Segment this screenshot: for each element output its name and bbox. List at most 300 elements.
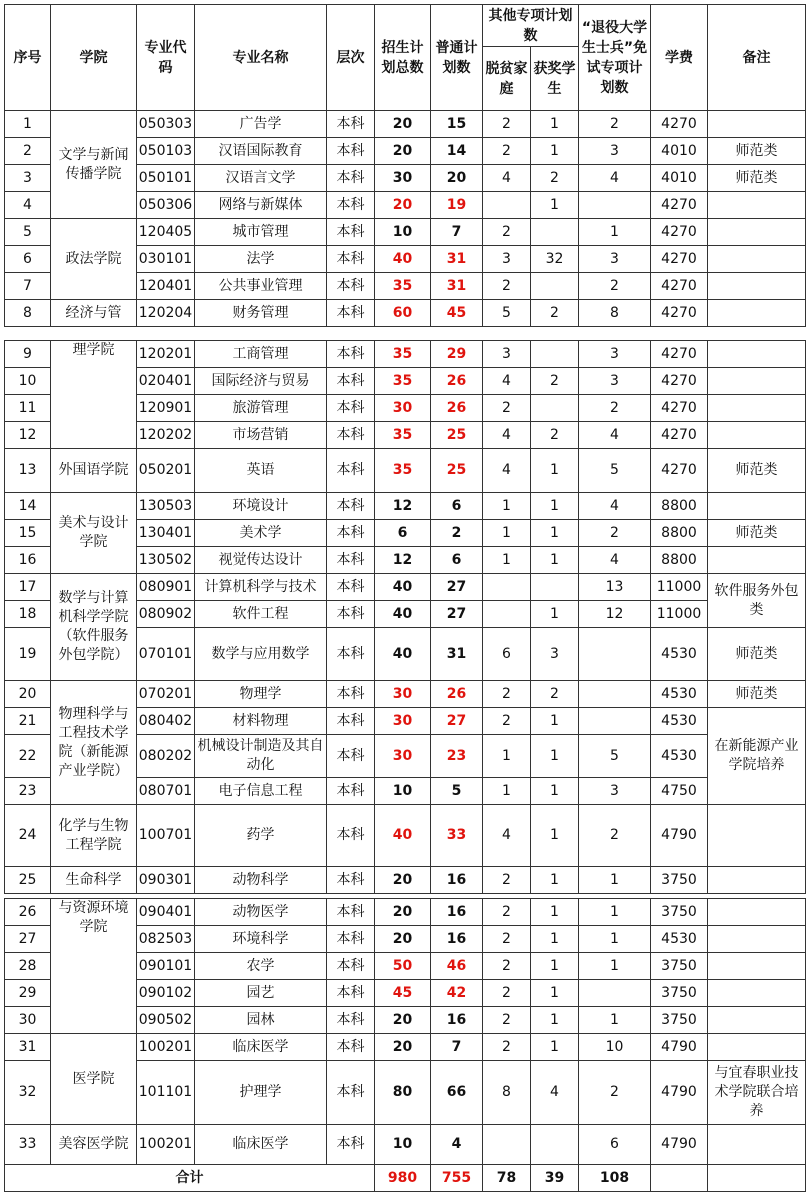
total-plan-cell: 35 (375, 273, 431, 300)
seq-cell: 2 (5, 138, 51, 165)
seq-cell: 4 (5, 192, 51, 219)
major-code-cell: 050101 (137, 165, 195, 192)
total-plan-cell: 10 (375, 778, 431, 805)
remark-cell (708, 805, 806, 867)
tuition-fee-cell: 4270 (651, 300, 708, 327)
header-remark: 备注 (708, 5, 806, 111)
total-plan-cell: 30 (375, 708, 431, 735)
totals-award-cell: 39 (531, 1165, 579, 1192)
remark-cell (708, 1125, 806, 1165)
college-cell: 与资源环境学院 (51, 899, 137, 1034)
major-code-cell: 050103 (137, 138, 195, 165)
poor-family-cell: 3 (483, 246, 531, 273)
veteran-plan-cell: 1 (579, 953, 651, 980)
seq-cell: 16 (5, 547, 51, 574)
tuition-fee-cell: 3750 (651, 867, 708, 894)
total-plan-cell: 20 (375, 1007, 431, 1034)
table-row (5, 805, 806, 867)
normal-plan-cell: 4 (431, 1125, 483, 1165)
major-code-cell: 100201 (137, 1125, 195, 1165)
college-cell: 美容医学院 (51, 1125, 137, 1165)
poor-family-cell: 2 (483, 1007, 531, 1034)
normal-plan-cell: 23 (431, 735, 483, 778)
tuition-fee-cell: 4530 (651, 708, 708, 735)
remark-cell: 师范类 (708, 449, 806, 493)
major-code-cell: 082503 (137, 926, 195, 953)
award-student-cell: 1 (531, 547, 579, 574)
college-cell: 经济与管 (51, 300, 137, 327)
award-student-cell: 1 (531, 449, 579, 493)
total-plan-cell: 20 (375, 192, 431, 219)
tuition-fee-cell: 4790 (651, 1061, 708, 1125)
remark-cell (708, 422, 806, 449)
major-name-cell: 材料物理 (195, 708, 327, 735)
remark-cell: 师范类 (708, 520, 806, 547)
award-student-cell: 1 (531, 111, 579, 138)
level-cell: 本科 (327, 547, 375, 574)
major-name-cell: 护理学 (195, 1061, 327, 1125)
major-code-cell: 090101 (137, 953, 195, 980)
remark-cell: 在新能源产业学院培养 (708, 708, 806, 805)
award-student-cell: 1 (531, 1034, 579, 1061)
total-plan-cell: 20 (375, 867, 431, 894)
header-special-group: 其他专项计划数 (483, 5, 579, 47)
remark-cell (708, 368, 806, 395)
tuition-fee-cell: 4530 (651, 681, 708, 708)
veteran-plan-cell (579, 192, 651, 219)
level-cell: 本科 (327, 300, 375, 327)
veteran-plan-cell: 8 (579, 300, 651, 327)
award-student-cell: 1 (531, 192, 579, 219)
tuition-fee-cell: 8800 (651, 493, 708, 520)
total-plan-cell: 50 (375, 953, 431, 980)
tuition-fee-cell: 8800 (651, 547, 708, 574)
tuition-fee-cell: 4010 (651, 138, 708, 165)
table-row (5, 867, 806, 894)
seq-cell: 10 (5, 368, 51, 395)
seq-cell: 28 (5, 953, 51, 980)
level-cell: 本科 (327, 165, 375, 192)
veteran-plan-cell: 6 (579, 1125, 651, 1165)
college-cell: 美术与设计学院 (51, 493, 137, 574)
major-code-cell: 080701 (137, 778, 195, 805)
major-name-cell: 视觉传达设计 (195, 547, 327, 574)
table-row (5, 681, 806, 708)
seq-cell: 17 (5, 574, 51, 601)
major-name-cell: 环境科学 (195, 926, 327, 953)
normal-plan-cell: 66 (431, 1061, 483, 1125)
seq-cell: 30 (5, 1007, 51, 1034)
award-student-cell: 1 (531, 953, 579, 980)
college-cell: 生命科学 (51, 867, 137, 894)
tuition-fee-cell: 4270 (651, 449, 708, 493)
major-name-cell: 国际经济与贸易 (195, 368, 327, 395)
normal-plan-cell: 25 (431, 449, 483, 493)
remark-cell (708, 926, 806, 953)
veteran-plan-cell: 1 (579, 926, 651, 953)
tuition-fee-cell: 4270 (651, 341, 708, 368)
normal-plan-cell: 27 (431, 601, 483, 628)
major-code-cell: 100701 (137, 805, 195, 867)
normal-plan-cell: 19 (431, 192, 483, 219)
tuition-fee-cell: 4270 (651, 111, 708, 138)
total-plan-cell: 35 (375, 341, 431, 368)
major-name-cell: 工商管理 (195, 341, 327, 368)
normal-plan-cell: 31 (431, 273, 483, 300)
award-student-cell: 1 (531, 138, 579, 165)
veteran-plan-cell: 5 (579, 735, 651, 778)
normal-plan-cell: 16 (431, 899, 483, 926)
poor-family-cell: 2 (483, 867, 531, 894)
major-code-cell: 050303 (137, 111, 195, 138)
poor-family-cell: 2 (483, 1034, 531, 1061)
remark-cell (708, 867, 806, 894)
seq-cell: 5 (5, 219, 51, 246)
major-name-cell: 软件工程 (195, 601, 327, 628)
normal-plan-cell: 6 (431, 547, 483, 574)
header-seq: 序号 (5, 5, 51, 111)
total-plan-cell: 30 (375, 395, 431, 422)
enrollment-table-part-1 (4, 4, 806, 327)
table-row (5, 1125, 806, 1165)
award-student-cell (531, 341, 579, 368)
major-name-cell: 英语 (195, 449, 327, 493)
major-name-cell: 网络与新媒体 (195, 192, 327, 219)
award-student-cell: 2 (531, 165, 579, 192)
normal-plan-cell: 26 (431, 395, 483, 422)
totals-fee-cell (651, 1165, 708, 1192)
total-plan-cell: 20 (375, 926, 431, 953)
level-cell: 本科 (327, 628, 375, 681)
normal-plan-cell: 42 (431, 980, 483, 1007)
major-code-cell: 120901 (137, 395, 195, 422)
award-student-cell: 1 (531, 520, 579, 547)
normal-plan-cell: 7 (431, 1034, 483, 1061)
seq-cell: 8 (5, 300, 51, 327)
remark-cell (708, 1034, 806, 1061)
tuition-fee-cell: 4790 (651, 805, 708, 867)
award-student-cell (531, 273, 579, 300)
normal-plan-cell: 16 (431, 926, 483, 953)
tuition-fee-cell: 4790 (651, 1125, 708, 1165)
level-cell: 本科 (327, 1125, 375, 1165)
college-cell: 化学与生物工程学院 (51, 805, 137, 867)
level-cell: 本科 (327, 273, 375, 300)
poor-family-cell: 2 (483, 899, 531, 926)
major-code-cell: 130502 (137, 547, 195, 574)
total-plan-cell: 30 (375, 681, 431, 708)
seq-cell: 6 (5, 246, 51, 273)
total-plan-cell: 40 (375, 246, 431, 273)
major-name-cell: 汉语国际教育 (195, 138, 327, 165)
veteran-plan-cell: 1 (579, 867, 651, 894)
seq-cell: 18 (5, 601, 51, 628)
veteran-plan-cell: 13 (579, 574, 651, 601)
tuition-fee-cell: 4270 (651, 219, 708, 246)
table-row (5, 1034, 806, 1061)
tuition-fee-cell: 8800 (651, 520, 708, 547)
major-code-cell: 120401 (137, 273, 195, 300)
major-code-cell: 120204 (137, 300, 195, 327)
totals-remark-cell (708, 1165, 806, 1192)
table-row (5, 219, 806, 246)
tuition-fee-cell: 4750 (651, 778, 708, 805)
poor-family-cell: 4 (483, 422, 531, 449)
poor-family-cell: 1 (483, 547, 531, 574)
seq-cell: 26 (5, 899, 51, 926)
poor-family-cell: 5 (483, 300, 531, 327)
veteran-plan-cell: 3 (579, 368, 651, 395)
remark-cell (708, 980, 806, 1007)
veteran-plan-cell: 5 (579, 449, 651, 493)
level-cell: 本科 (327, 520, 375, 547)
remark-cell (708, 395, 806, 422)
seq-cell: 11 (5, 395, 51, 422)
total-plan-cell: 80 (375, 1061, 431, 1125)
remark-cell (708, 192, 806, 219)
header-major: 专业名称 (195, 5, 327, 111)
level-cell: 本科 (327, 899, 375, 926)
poor-family-cell: 2 (483, 708, 531, 735)
award-student-cell: 1 (531, 601, 579, 628)
totals-row (5, 1165, 806, 1192)
seq-cell: 31 (5, 1034, 51, 1061)
award-student-cell: 1 (531, 926, 579, 953)
level-cell: 本科 (327, 1034, 375, 1061)
level-cell: 本科 (327, 1061, 375, 1125)
major-code-cell: 130503 (137, 493, 195, 520)
tuition-fee-cell: 4790 (651, 1034, 708, 1061)
normal-plan-cell: 45 (431, 300, 483, 327)
normal-plan-cell: 16 (431, 1007, 483, 1034)
poor-family-cell: 1 (483, 735, 531, 778)
major-code-cell: 120405 (137, 219, 195, 246)
totals-normal-cell: 755 (431, 1165, 483, 1192)
level-cell: 本科 (327, 493, 375, 520)
major-code-cell: 120202 (137, 422, 195, 449)
veteran-plan-cell (579, 681, 651, 708)
total-plan-cell: 35 (375, 422, 431, 449)
remark-cell (708, 953, 806, 980)
award-student-cell (531, 395, 579, 422)
award-student-cell: 1 (531, 899, 579, 926)
poor-family-cell: 4 (483, 165, 531, 192)
award-student-cell: 1 (531, 735, 579, 778)
veteran-plan-cell: 1 (579, 219, 651, 246)
totals-poor-cell: 78 (483, 1165, 531, 1192)
normal-plan-cell: 31 (431, 628, 483, 681)
major-name-cell: 市场营销 (195, 422, 327, 449)
normal-plan-cell: 5 (431, 778, 483, 805)
veteran-plan-cell: 1 (579, 1007, 651, 1034)
total-plan-cell: 20 (375, 899, 431, 926)
poor-family-cell: 2 (483, 219, 531, 246)
normal-plan-cell: 46 (431, 953, 483, 980)
tuition-fee-cell: 3750 (651, 980, 708, 1007)
normal-plan-cell: 25 (431, 422, 483, 449)
totals-veteran-cell: 108 (579, 1165, 651, 1192)
remark-cell (708, 219, 806, 246)
remark-cell (708, 111, 806, 138)
level-cell: 本科 (327, 192, 375, 219)
remark-cell: 师范类 (708, 681, 806, 708)
total-plan-cell: 45 (375, 980, 431, 1007)
header-normal: 普通计划数 (431, 5, 483, 111)
level-cell: 本科 (327, 735, 375, 778)
enrollment-table-part-2 (4, 340, 806, 894)
award-student-cell: 2 (531, 422, 579, 449)
normal-plan-cell: 14 (431, 138, 483, 165)
veteran-plan-cell: 10 (579, 1034, 651, 1061)
major-code-cell: 090401 (137, 899, 195, 926)
total-plan-cell: 6 (375, 520, 431, 547)
tuition-fee-cell: 3750 (651, 1007, 708, 1034)
veteran-plan-cell: 3 (579, 246, 651, 273)
award-student-cell: 32 (531, 246, 579, 273)
remark-cell (708, 341, 806, 368)
level-cell: 本科 (327, 953, 375, 980)
table-row (5, 111, 806, 138)
poor-family-cell: 1 (483, 493, 531, 520)
college-cell: 文学与新闻传播学院 (51, 111, 137, 219)
header-veteran: “退役大学生士兵”免试专项计划数 (579, 5, 651, 111)
seq-cell: 20 (5, 681, 51, 708)
total-plan-cell: 20 (375, 1034, 431, 1061)
major-code-cell: 050201 (137, 449, 195, 493)
major-name-cell: 计算机科学与技术 (195, 574, 327, 601)
veteran-plan-cell: 12 (579, 601, 651, 628)
major-name-cell: 数学与应用数学 (195, 628, 327, 681)
major-code-cell: 101101 (137, 1061, 195, 1125)
award-student-cell: 3 (531, 628, 579, 681)
header-college: 学院 (51, 5, 137, 111)
level-cell: 本科 (327, 422, 375, 449)
seq-cell: 1 (5, 111, 51, 138)
major-code-cell: 130401 (137, 520, 195, 547)
total-plan-cell: 10 (375, 1125, 431, 1165)
header-level: 层次 (327, 5, 375, 111)
tuition-fee-cell: 4530 (651, 926, 708, 953)
major-name-cell: 法学 (195, 246, 327, 273)
major-code-cell: 080901 (137, 574, 195, 601)
normal-plan-cell: 29 (431, 341, 483, 368)
award-student-cell: 2 (531, 300, 579, 327)
major-name-cell: 电子信息工程 (195, 778, 327, 805)
seq-cell: 23 (5, 778, 51, 805)
major-name-cell: 财务管理 (195, 300, 327, 327)
veteran-plan-cell: 2 (579, 1061, 651, 1125)
veteran-plan-cell: 2 (579, 395, 651, 422)
college-cell: 政法学院 (51, 219, 137, 300)
award-student-cell: 1 (531, 980, 579, 1007)
poor-family-cell: 2 (483, 111, 531, 138)
total-plan-cell: 40 (375, 574, 431, 601)
totals-total-cell: 980 (375, 1165, 431, 1192)
header-poor: 脱贫家庭 (483, 47, 531, 111)
normal-plan-cell: 20 (431, 165, 483, 192)
major-name-cell: 美术学 (195, 520, 327, 547)
major-name-cell: 公共事业管理 (195, 273, 327, 300)
poor-family-cell: 2 (483, 273, 531, 300)
award-student-cell (531, 1125, 579, 1165)
award-student-cell (531, 574, 579, 601)
veteran-plan-cell: 3 (579, 778, 651, 805)
header-fee: 学费 (651, 5, 708, 111)
level-cell: 本科 (327, 341, 375, 368)
poor-family-cell: 2 (483, 681, 531, 708)
tuition-fee-cell: 4270 (651, 368, 708, 395)
seq-cell: 21 (5, 708, 51, 735)
award-student-cell: 1 (531, 1007, 579, 1034)
tuition-fee-cell: 4010 (651, 165, 708, 192)
veteran-plan-cell: 2 (579, 273, 651, 300)
remark-cell: 师范类 (708, 165, 806, 192)
level-cell: 本科 (327, 111, 375, 138)
remark-cell (708, 547, 806, 574)
award-student-cell: 1 (531, 493, 579, 520)
tuition-fee-cell: 4530 (651, 628, 708, 681)
normal-plan-cell: 16 (431, 867, 483, 894)
award-student-cell: 2 (531, 681, 579, 708)
table-row (5, 449, 806, 493)
veteran-plan-cell: 4 (579, 547, 651, 574)
major-name-cell: 动物医学 (195, 899, 327, 926)
header-code: 专业代码 (137, 5, 195, 111)
poor-family-cell: 2 (483, 138, 531, 165)
award-student-cell: 1 (531, 708, 579, 735)
award-student-cell: 1 (531, 867, 579, 894)
level-cell: 本科 (327, 574, 375, 601)
seq-cell: 19 (5, 628, 51, 681)
normal-plan-cell: 15 (431, 111, 483, 138)
seq-cell: 14 (5, 493, 51, 520)
major-code-cell: 070101 (137, 628, 195, 681)
level-cell: 本科 (327, 805, 375, 867)
normal-plan-cell: 26 (431, 681, 483, 708)
major-code-cell: 090502 (137, 1007, 195, 1034)
major-name-cell: 园林 (195, 1007, 327, 1034)
tuition-fee-cell: 11000 (651, 574, 708, 601)
total-plan-cell: 40 (375, 805, 431, 867)
major-name-cell: 临床医学 (195, 1034, 327, 1061)
major-name-cell: 药学 (195, 805, 327, 867)
award-student-cell: 2 (531, 368, 579, 395)
normal-plan-cell: 31 (431, 246, 483, 273)
total-plan-cell: 40 (375, 601, 431, 628)
total-plan-cell: 30 (375, 735, 431, 778)
seq-cell: 12 (5, 422, 51, 449)
major-name-cell: 动物科学 (195, 867, 327, 894)
level-cell: 本科 (327, 926, 375, 953)
poor-family-cell (483, 192, 531, 219)
veteran-plan-cell: 2 (579, 520, 651, 547)
remark-cell: 与宜春职业技术学院联合培养 (708, 1061, 806, 1125)
veteran-plan-cell: 1 (579, 899, 651, 926)
major-code-cell: 020401 (137, 368, 195, 395)
veteran-plan-cell: 3 (579, 138, 651, 165)
level-cell: 本科 (327, 778, 375, 805)
major-name-cell: 园艺 (195, 980, 327, 1007)
normal-plan-cell: 26 (431, 368, 483, 395)
tuition-fee-cell: 4530 (651, 735, 708, 778)
seq-cell: 24 (5, 805, 51, 867)
total-plan-cell: 12 (375, 547, 431, 574)
total-plan-cell: 10 (375, 219, 431, 246)
level-cell: 本科 (327, 219, 375, 246)
table-row (5, 493, 806, 520)
remark-cell: 师范类 (708, 138, 806, 165)
seq-cell: 9 (5, 341, 51, 368)
